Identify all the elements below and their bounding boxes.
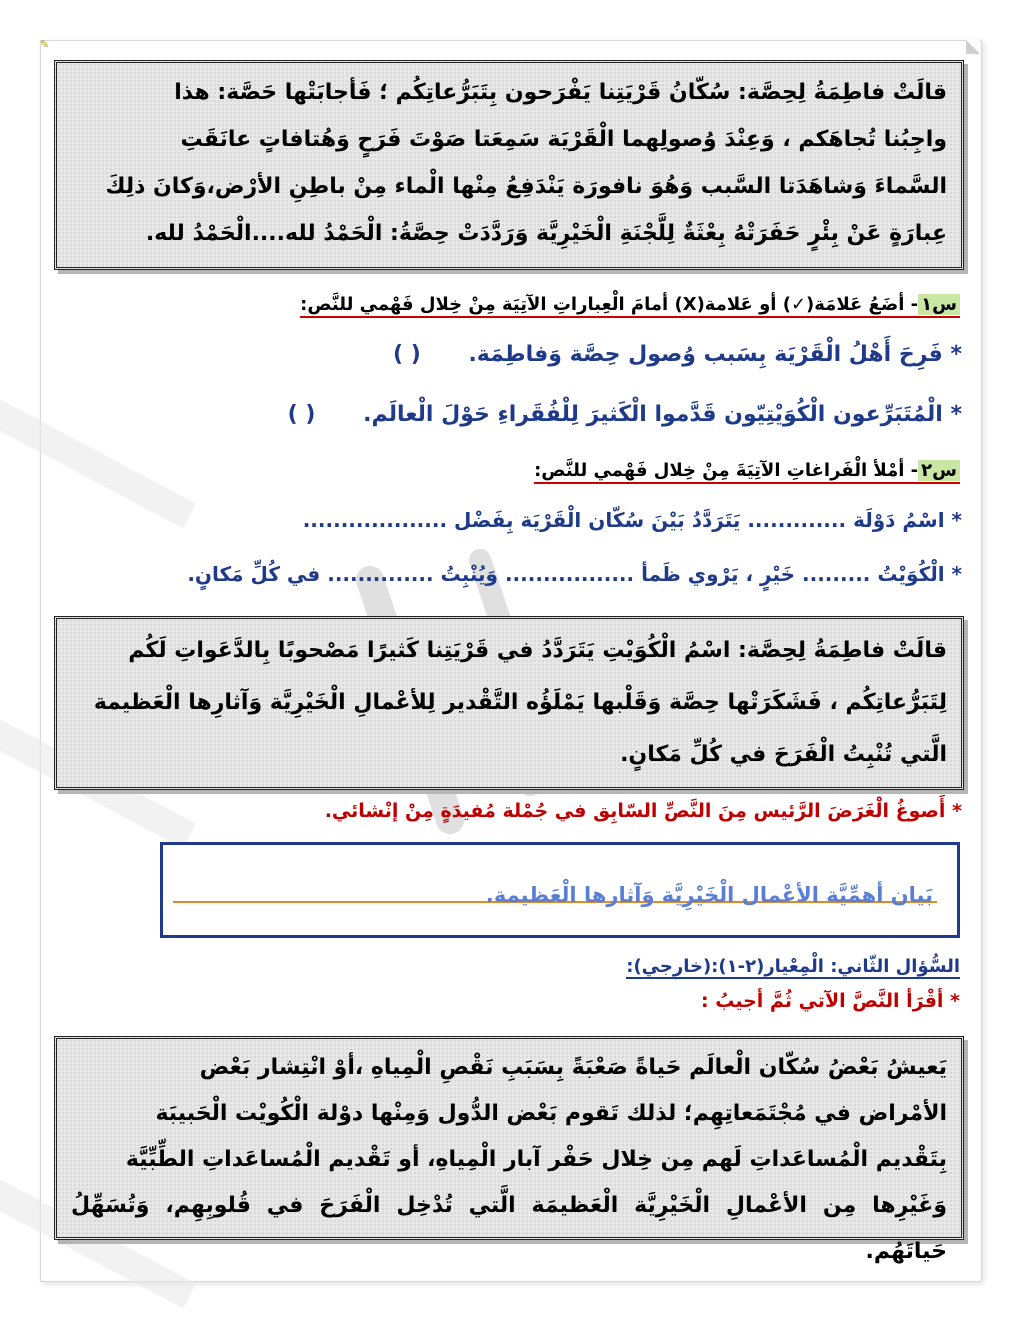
fill-blank-line[interactable]: * الْكُوَيْتُ ......... خَيْرٍ ، يَرْوي ظَمأ ................. وَيُنْبِتُ .............. في كُلِّ مَكانٍ. [187, 562, 962, 586]
passage-line: وَغَيْرِها مِن الأعْمالِ الْخَيْرِيَّة الْعَظيمَة الَّتي تُدْخِل الْفَرَحَ في قُلوبِهِم، وَتُسَهِّلُ حَياتَهُم. [71, 1193, 947, 1264]
passage-line: عِبارَةٍ عَنْ بِئْرٍ حَفَرَتْهُ بِعْثَةٌ لِلَّجْنَةِ الْخَيْرِيَّة وَرَدَّدَتْ حِصَّةُ: الْحَمْدُ لله....الْحَمْدُ لله. [145, 221, 947, 246]
answer-box[interactable] [160, 842, 960, 938]
passage-box-3 [54, 1036, 964, 1264]
passage-line: الَّتي تُنْبِتُ الْفَرَحَ في كُلِّ مَكانٍ. [620, 742, 947, 767]
passage-line: بِتَقْديم الْمُساعَداتِ لَهم مِن خِلال حَفْر آبار الْمِياهِ، أو تَقْديم الْمُساعَداتِ الطِّبِّيَّة [125, 1147, 947, 1172]
passage-line: يَعيشُ بَعْضُ سُكّان الْعالَم حَياةً صَعْبَةً بِسَبَبِ نَقْصِ الْمِياهِ ،أوْ انْتِشار بَعْض [199, 1055, 947, 1080]
question-instruction: - أمْلأ الْفَراغاتِ الآتِيَةَ مِنْ خِلال فَهْمي للنَّص: [534, 460, 919, 481]
answer-text: بَيان أهمِّيَّة الأعْمال الْخَيْرِيَّة وَآثارها الْعَظيمة. [485, 883, 933, 907]
answer-slot[interactable]: ( ) [287, 402, 316, 427]
question-2-heading [534, 460, 960, 484]
question-number: س١ [918, 294, 960, 315]
passage-line: قالَتْ فاطِمَةُ لِحِصَّة: اسْمُ الْكُوَيْتِ يَتَرَدَّدُ في قَرْيَتِنا كَثيرًا مَصْحوبًا بِالدَّعَواتِ لَكُم [128, 638, 947, 663]
passage-line: لِتَبَرُّعاتِكُم ، فَشَكَرَتْها حِصَّة وَقَلْبها يَمْلَؤُه التَّقْدير لِلأعْمالِ الْخَيْرِيَّة وَآثارِها الْعَظيمة [93, 690, 947, 715]
answer-slot[interactable]: ( ) [392, 342, 421, 367]
passage-line: واجِبُنا تُجاهَكم ، وَعِنْدَ وُصولِهما الْقَرْيَة سَمِعَتا صَوْتَ فَرَحٍ وَهُتافاتٍ عانَقَتِ [180, 127, 947, 152]
passage-box-2 [54, 616, 964, 790]
page-fold-corner [966, 40, 980, 54]
pin-icon: ✎ [40, 38, 50, 51]
passage-line: السَّماءَ وَشاهَدَتا السَّبب وَهُوَ نافورَة يَنْدَفِعُ مِنْها الْماء مِنْ باطِنِ الأرْض،وَكانَ ذلِكَ [105, 174, 947, 199]
true-false-item: * فَرِحَ أَهْلُ الْقَرْيَة بِسَبب وُصول حِصَّة وَفاطِمَة. ( ) [392, 342, 962, 367]
writing-task: * أَصوغُ الْغَرَضَ الرَّئيس مِنَ النَّصِّ السّابِق في جُمْلة مُفيدَةٍ مِنْ إنْشائي. [324, 800, 962, 822]
passage-box-1 [54, 60, 964, 270]
second-question-instruction: * أقْرَأ النَّصَّ الآتي ثُمَّ أجيبُ : [701, 990, 960, 1012]
statement-text: فَرِحَ أَهْلُ الْقَرْيَة بِسَبب وُصول حِصَّة وَفاطِمَة. [468, 342, 943, 367]
statement-text: الْمُتَبَرِّعون الْكُوَيْتِيّون قَدَّموا الْكَثيرَ لِلْفُقَراءِ حَوْلَ الْعالَم. [363, 402, 943, 427]
question-1-heading [300, 294, 960, 318]
second-question-title: السُّؤال الثّاني: الْمِعْيار(٢-١):(خارِجي): [626, 956, 960, 977]
passage-line: الأمْراض في مُجْتَمَعاتِهِم؛ لذلك تَقوم بَعْض الدُّول وَمِنْها دوْلة الْكُويْت الْحَبيبَة [155, 1101, 947, 1126]
fill-blank-line[interactable]: * اسْمُ دَوْلَة ............. يَتَرَدَّدُ بَيْنَ سُكّان الْقَرْيَة بِفَضْل ................... [302, 508, 962, 532]
question-number: س٢ [918, 460, 960, 481]
passage-line: قالَتْ فاطِمَةُ لِحِصَّة: سُكّانُ قَرْيَتِنا يَفْرَحون بِتَبَرُّعاتِكُم ؛ فَأجابَتْها حَصَّة: هذا [174, 80, 947, 105]
true-false-item: * الْمُتَبَرِّعون الْكُوَيْتِيّون قَدَّموا الْكَثيرَ لِلْفُقَراءِ حَوْلَ الْعالَم. ( ) [287, 402, 962, 427]
question-instruction: - أضَعُ عَلامَة(✓) أو عَلامة(X) أمامَ الْعِباراتِ الآتِيَة مِنْ خِلال فَهْمي للنَّص: [300, 294, 919, 315]
